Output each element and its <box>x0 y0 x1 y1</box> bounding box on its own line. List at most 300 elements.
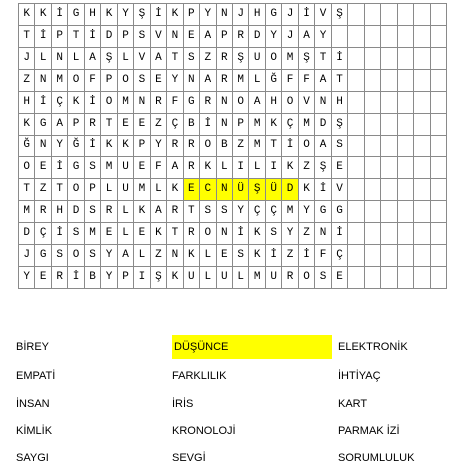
grid-cell[interactable] <box>414 70 430 92</box>
grid-cell[interactable]: N <box>167 26 183 48</box>
grid-cell[interactable] <box>431 179 447 201</box>
grid-cell[interactable]: V <box>134 48 150 70</box>
grid-cell[interactable] <box>365 114 381 136</box>
grid-cell[interactable]: Z <box>299 157 315 179</box>
grid-cell[interactable]: Y <box>266 26 282 48</box>
grid-cell[interactable]: A <box>167 157 183 179</box>
grid-cell[interactable]: U <box>249 48 265 70</box>
grid-cell[interactable]: K <box>101 136 117 158</box>
grid-cell[interactable]: T <box>19 26 35 48</box>
grid-cell[interactable]: O <box>68 245 84 267</box>
grid-cell[interactable]: Ğ <box>19 136 35 158</box>
grid-cell[interactable]: P <box>217 26 233 48</box>
word-elektronik[interactable]: ELEKTRONİK <box>338 341 408 353</box>
grid-cell[interactable]: Y <box>101 267 117 289</box>
grid-cell[interactable]: E <box>35 267 51 289</box>
grid-cell[interactable]: N <box>35 136 51 158</box>
grid-cell[interactable] <box>381 4 397 26</box>
grid-cell[interactable]: K <box>167 267 183 289</box>
grid-cell[interactable] <box>398 245 414 267</box>
grid-cell[interactable]: Z <box>151 114 167 136</box>
word-farklilik[interactable]: FARKLILIK <box>172 370 227 382</box>
grid-cell[interactable] <box>414 26 430 48</box>
grid-cell[interactable] <box>365 223 381 245</box>
grid-cell[interactable]: K <box>19 114 35 136</box>
grid-cell[interactable] <box>414 223 430 245</box>
grid-cell[interactable]: R <box>233 26 249 48</box>
grid-cell[interactable]: O <box>200 223 216 245</box>
grid-cell[interactable]: O <box>299 136 315 158</box>
word-birey[interactable]: BİREY <box>16 341 50 353</box>
grid-cell[interactable]: D <box>19 223 35 245</box>
grid-cell[interactable]: Ş <box>332 4 348 26</box>
grid-cell[interactable]: Ç <box>266 201 282 223</box>
grid-cell[interactable]: T <box>167 48 183 70</box>
grid-cell[interactable]: İ <box>52 157 68 179</box>
grid-cell[interactable]: Y <box>315 26 331 48</box>
grid-cell[interactable]: E <box>217 245 233 267</box>
grid-cell[interactable]: N <box>35 70 51 92</box>
grid-cell[interactable]: L <box>233 267 249 289</box>
grid-cell[interactable] <box>414 92 430 114</box>
grid-cell[interactable]: G <box>332 201 348 223</box>
grid-cell[interactable]: Ç <box>52 92 68 114</box>
grid-cell[interactable] <box>398 114 414 136</box>
grid-cell[interactable]: G <box>35 245 51 267</box>
grid-cell[interactable] <box>431 223 447 245</box>
grid-cell[interactable] <box>348 70 364 92</box>
grid-cell[interactable]: A <box>52 114 68 136</box>
grid-cell[interactable]: N <box>315 92 331 114</box>
grid-cell[interactable]: F <box>151 157 167 179</box>
grid-cell[interactable]: Ü <box>266 179 282 201</box>
grid-cell[interactable] <box>381 201 397 223</box>
grid-cell[interactable]: R <box>184 157 200 179</box>
grid-cell[interactable]: Y <box>200 4 216 26</box>
grid-cell[interactable]: Ş <box>249 179 265 201</box>
grid-cell[interactable]: R <box>167 201 183 223</box>
grid-cell[interactable]: İ <box>266 245 282 267</box>
grid-cell[interactable]: P <box>184 4 200 26</box>
grid-cell[interactable]: G <box>184 92 200 114</box>
grid-cell[interactable]: F <box>315 245 331 267</box>
grid-cell[interactable]: S <box>52 245 68 267</box>
grid-cell[interactable]: H <box>249 4 265 26</box>
grid-cell[interactable]: N <box>217 114 233 136</box>
grid-cell[interactable]: Z <box>233 136 249 158</box>
grid-cell[interactable]: E <box>134 157 150 179</box>
grid-cell[interactable]: M <box>249 136 265 158</box>
grid-cell[interactable]: L <box>118 48 134 70</box>
grid-cell[interactable]: R <box>151 92 167 114</box>
grid-cell[interactable]: S <box>266 223 282 245</box>
grid-cell[interactable]: N <box>217 179 233 201</box>
grid-cell[interactable]: K <box>101 4 117 26</box>
grid-cell[interactable]: İ <box>332 48 348 70</box>
grid-cell[interactable]: R <box>35 201 51 223</box>
grid-cell[interactable]: Ş <box>315 157 331 179</box>
grid-cell[interactable]: D <box>68 201 84 223</box>
grid-cell[interactable]: L <box>35 48 51 70</box>
grid-cell[interactable]: K <box>249 223 265 245</box>
grid-cell[interactable]: İ <box>315 179 331 201</box>
grid-cell[interactable]: A <box>118 245 134 267</box>
grid-cell[interactable]: Ğ <box>68 136 84 158</box>
grid-cell[interactable]: Ş <box>151 267 167 289</box>
grid-cell[interactable]: N <box>217 223 233 245</box>
grid-cell[interactable] <box>365 157 381 179</box>
grid-cell[interactable]: N <box>184 70 200 92</box>
grid-cell[interactable]: İ <box>52 4 68 26</box>
word-insan[interactable]: İNSAN <box>16 398 50 410</box>
grid-cell[interactable]: T <box>184 201 200 223</box>
grid-cell[interactable]: Y <box>167 70 183 92</box>
grid-cell[interactable]: L <box>151 179 167 201</box>
grid-cell[interactable]: O <box>299 267 315 289</box>
grid-cell[interactable]: Z <box>200 48 216 70</box>
grid-cell[interactable]: İ <box>35 26 51 48</box>
grid-cell[interactable] <box>414 4 430 26</box>
grid-cell[interactable]: I <box>233 157 249 179</box>
word-sevgi[interactable]: SEVGİ <box>172 452 206 464</box>
grid-cell[interactable] <box>381 26 397 48</box>
grid-cell[interactable]: Z <box>282 245 298 267</box>
grid-cell[interactable]: U <box>217 267 233 289</box>
grid-cell[interactable]: H <box>19 92 35 114</box>
grid-cell[interactable]: J <box>282 4 298 26</box>
grid-cell[interactable]: İ <box>299 245 315 267</box>
grid-cell[interactable]: O <box>68 70 84 92</box>
grid-cell[interactable]: T <box>315 48 331 70</box>
grid-cell[interactable]: S <box>68 223 84 245</box>
grid-cell[interactable] <box>348 179 364 201</box>
grid-cell[interactable] <box>365 70 381 92</box>
grid-cell[interactable]: L <box>68 48 84 70</box>
grid-cell[interactable]: Z <box>299 223 315 245</box>
grid-cell[interactable]: N <box>315 223 331 245</box>
grid-cell[interactable] <box>348 4 364 26</box>
grid-cell[interactable]: İ <box>233 223 249 245</box>
grid-cell[interactable]: M <box>282 201 298 223</box>
grid-cell[interactable]: P <box>134 136 150 158</box>
grid-cell[interactable] <box>398 223 414 245</box>
grid-cell[interactable] <box>348 267 364 289</box>
grid-cell[interactable] <box>398 70 414 92</box>
grid-cell[interactable] <box>381 48 397 70</box>
grid-cell[interactable] <box>431 26 447 48</box>
grid-cell[interactable]: G <box>266 4 282 26</box>
grid-cell[interactable] <box>398 136 414 158</box>
grid-cell[interactable]: E <box>134 114 150 136</box>
grid-cell[interactable]: T <box>332 70 348 92</box>
grid-cell[interactable]: N <box>217 92 233 114</box>
grid-cell[interactable]: M <box>118 92 134 114</box>
grid-cell[interactable]: A <box>315 136 331 158</box>
grid-cell[interactable]: L <box>200 245 216 267</box>
grid-cell[interactable] <box>398 26 414 48</box>
grid-cell[interactable]: R <box>167 136 183 158</box>
grid-cell[interactable]: T <box>68 26 84 48</box>
grid-cell[interactable]: K <box>118 136 134 158</box>
grid-cell[interactable]: L <box>118 201 134 223</box>
grid-cell[interactable]: S <box>85 157 101 179</box>
grid-cell[interactable]: N <box>134 92 150 114</box>
grid-cell[interactable]: L <box>249 70 265 92</box>
grid-cell[interactable] <box>365 26 381 48</box>
grid-cell[interactable]: E <box>184 179 200 201</box>
grid-cell[interactable]: S <box>85 201 101 223</box>
grid-cell[interactable]: S <box>134 26 150 48</box>
grid-cell[interactable]: Ç <box>282 114 298 136</box>
grid-cell[interactable]: Y <box>233 201 249 223</box>
grid-cell[interactable]: K <box>184 245 200 267</box>
grid-cell[interactable] <box>348 26 364 48</box>
grid-cell[interactable]: O <box>282 92 298 114</box>
grid-cell[interactable]: F <box>167 92 183 114</box>
grid-cell[interactable]: D <box>315 114 331 136</box>
grid-cell[interactable]: S <box>315 267 331 289</box>
grid-cell[interactable]: P <box>85 179 101 201</box>
grid-cell[interactable] <box>431 201 447 223</box>
grid-cell[interactable]: K <box>167 4 183 26</box>
grid-cell[interactable]: H <box>266 92 282 114</box>
grid-cell[interactable] <box>431 4 447 26</box>
grid-cell[interactable]: I <box>266 157 282 179</box>
grid-cell[interactable]: U <box>118 179 134 201</box>
grid-cell[interactable]: Y <box>299 201 315 223</box>
grid-cell[interactable] <box>348 157 364 179</box>
grid-cell[interactable] <box>381 157 397 179</box>
grid-cell[interactable]: Y <box>52 136 68 158</box>
grid-cell[interactable] <box>398 4 414 26</box>
grid-cell[interactable] <box>414 267 430 289</box>
grid-cell[interactable] <box>431 136 447 158</box>
grid-cell[interactable]: M <box>299 114 315 136</box>
grid-cell[interactable]: R <box>200 92 216 114</box>
grid-cell[interactable] <box>348 92 364 114</box>
grid-cell[interactable] <box>381 136 397 158</box>
grid-cell[interactable]: Z <box>19 70 35 92</box>
grid-cell[interactable]: G <box>315 201 331 223</box>
grid-cell[interactable]: M <box>101 157 117 179</box>
grid-cell[interactable] <box>348 136 364 158</box>
grid-cell[interactable]: A <box>200 70 216 92</box>
grid-cell[interactable]: F <box>282 70 298 92</box>
grid-cell[interactable]: F <box>85 70 101 92</box>
grid-cell[interactable]: A <box>151 201 167 223</box>
grid-cell[interactable]: Y <box>101 245 117 267</box>
grid-cell[interactable] <box>398 201 414 223</box>
word-parmak-izi[interactable]: PARMAK İZİ <box>338 425 400 437</box>
grid-cell[interactable]: Y <box>19 267 35 289</box>
grid-cell[interactable]: P <box>52 26 68 48</box>
grid-cell[interactable]: K <box>134 201 150 223</box>
grid-cell[interactable] <box>365 267 381 289</box>
grid-cell[interactable] <box>381 245 397 267</box>
grid-cell[interactable]: K <box>200 157 216 179</box>
grid-cell[interactable]: K <box>282 157 298 179</box>
grid-cell[interactable]: O <box>200 136 216 158</box>
grid-cell[interactable] <box>398 48 414 70</box>
grid-cell[interactable] <box>414 245 430 267</box>
grid-cell[interactable] <box>365 92 381 114</box>
grid-cell[interactable] <box>381 70 397 92</box>
grid-cell[interactable]: H <box>332 92 348 114</box>
grid-cell[interactable]: U <box>266 267 282 289</box>
grid-cell[interactable] <box>398 92 414 114</box>
grid-cell[interactable] <box>431 70 447 92</box>
grid-cell[interactable]: S <box>233 245 249 267</box>
grid-cell[interactable]: K <box>299 179 315 201</box>
grid-cell[interactable]: B <box>85 267 101 289</box>
grid-cell[interactable]: L <box>249 157 265 179</box>
grid-cell[interactable]: İ <box>85 136 101 158</box>
grid-cell[interactable]: G <box>35 114 51 136</box>
grid-cell[interactable]: P <box>101 70 117 92</box>
word-iris[interactable]: İRİS <box>172 398 194 410</box>
grid-cell[interactable]: S <box>85 245 101 267</box>
grid-cell[interactable]: L <box>134 245 150 267</box>
grid-cell[interactable] <box>414 179 430 201</box>
grid-cell[interactable]: Y <box>118 4 134 26</box>
grid-cell[interactable]: T <box>101 114 117 136</box>
grid-cell[interactable]: E <box>332 157 348 179</box>
grid-cell[interactable] <box>414 201 430 223</box>
grid-cell[interactable]: E <box>184 26 200 48</box>
grid-cell[interactable] <box>398 157 414 179</box>
grid-cell[interactable]: L <box>217 157 233 179</box>
grid-cell[interactable]: S <box>332 136 348 158</box>
grid-cell[interactable]: Y <box>282 223 298 245</box>
grid-cell[interactable]: Ç <box>332 245 348 267</box>
grid-cell[interactable]: P <box>118 26 134 48</box>
grid-cell[interactable]: N <box>217 4 233 26</box>
grid-cell[interactable]: T <box>19 179 35 201</box>
grid-cell[interactable]: V <box>315 4 331 26</box>
grid-cell[interactable]: O <box>68 179 84 201</box>
grid-cell[interactable] <box>398 179 414 201</box>
grid-cell[interactable]: T <box>52 179 68 201</box>
grid-cell[interactable]: R <box>52 267 68 289</box>
grid-cell[interactable]: R <box>217 70 233 92</box>
grid-cell[interactable]: L <box>101 179 117 201</box>
grid-cell[interactable]: U <box>118 157 134 179</box>
grid-cell[interactable]: L <box>118 223 134 245</box>
grid-cell[interactable] <box>348 223 364 245</box>
grid-cell[interactable]: J <box>19 245 35 267</box>
grid-cell[interactable]: M <box>233 70 249 92</box>
grid-cell[interactable] <box>414 48 430 70</box>
grid-cell[interactable]: H <box>85 4 101 26</box>
grid-cell[interactable]: K <box>151 223 167 245</box>
word-dusunce[interactable]: DÜŞÜNCE <box>172 335 332 359</box>
grid-cell[interactable]: S <box>184 48 200 70</box>
grid-cell[interactable] <box>332 26 348 48</box>
grid-cell[interactable]: İ <box>151 4 167 26</box>
grid-cell[interactable]: I <box>134 267 150 289</box>
grid-cell[interactable]: O <box>233 92 249 114</box>
grid-cell[interactable]: M <box>249 114 265 136</box>
grid-cell[interactable]: O <box>266 48 282 70</box>
grid-cell[interactable]: İ <box>52 223 68 245</box>
grid-cell[interactable]: U <box>184 267 200 289</box>
grid-cell[interactable]: Ç <box>35 223 51 245</box>
grid-cell[interactable] <box>431 157 447 179</box>
grid-cell[interactable]: Ü <box>233 179 249 201</box>
grid-cell[interactable]: İ <box>332 223 348 245</box>
grid-cell[interactable]: O <box>19 157 35 179</box>
grid-cell[interactable]: V <box>332 179 348 201</box>
grid-cell[interactable]: O <box>101 92 117 114</box>
grid-cell[interactable]: K <box>249 245 265 267</box>
grid-cell[interactable] <box>381 179 397 201</box>
grid-cell[interactable]: İ <box>299 4 315 26</box>
word-kimlik[interactable]: KİMLİK <box>16 425 53 437</box>
grid-cell[interactable]: Ş <box>332 114 348 136</box>
grid-cell[interactable]: S <box>200 201 216 223</box>
grid-cell[interactable]: V <box>299 92 315 114</box>
grid-cell[interactable]: A <box>200 26 216 48</box>
grid-cell[interactable]: Ğ <box>266 70 282 92</box>
grid-cell[interactable]: J <box>233 4 249 26</box>
grid-cell[interactable]: Y <box>151 136 167 158</box>
grid-cell[interactable]: Ş <box>233 48 249 70</box>
grid-cell[interactable]: F <box>299 70 315 92</box>
grid-cell[interactable]: D <box>101 26 117 48</box>
grid-cell[interactable] <box>348 245 364 267</box>
grid-cell[interactable]: V <box>151 26 167 48</box>
grid-cell[interactable]: İ <box>85 26 101 48</box>
grid-cell[interactable]: K <box>19 4 35 26</box>
grid-cell[interactable] <box>365 136 381 158</box>
grid-cell[interactable]: E <box>134 223 150 245</box>
grid-cell[interactable] <box>381 92 397 114</box>
grid-cell[interactable]: M <box>19 201 35 223</box>
grid-cell[interactable]: B <box>217 136 233 158</box>
grid-cell[interactable]: M <box>249 267 265 289</box>
grid-cell[interactable]: K <box>68 92 84 114</box>
grid-cell[interactable]: R <box>184 136 200 158</box>
grid-cell[interactable]: A <box>299 26 315 48</box>
grid-cell[interactable] <box>431 48 447 70</box>
grid-cell[interactable]: G <box>68 157 84 179</box>
grid-cell[interactable] <box>365 245 381 267</box>
word-ihtiyac[interactable]: İHTİYAÇ <box>338 370 381 382</box>
grid-cell[interactable]: E <box>35 157 51 179</box>
grid-cell[interactable]: Ş <box>299 48 315 70</box>
grid-cell[interactable]: E <box>151 70 167 92</box>
grid-cell[interactable]: A <box>151 48 167 70</box>
grid-cell[interactable]: S <box>134 70 150 92</box>
grid-cell[interactable] <box>414 136 430 158</box>
grid-cell[interactable] <box>398 267 414 289</box>
grid-cell[interactable]: E <box>101 223 117 245</box>
grid-cell[interactable] <box>414 114 430 136</box>
grid-cell[interactable]: T <box>266 136 282 158</box>
grid-cell[interactable]: S <box>217 201 233 223</box>
grid-cell[interactable]: B <box>184 114 200 136</box>
grid-cell[interactable]: R <box>184 223 200 245</box>
grid-cell[interactable] <box>431 114 447 136</box>
grid-cell[interactable]: T <box>167 223 183 245</box>
grid-cell[interactable] <box>365 201 381 223</box>
grid-cell[interactable]: N <box>167 245 183 267</box>
grid-cell[interactable]: P <box>68 114 84 136</box>
grid-cell[interactable] <box>348 114 364 136</box>
grid-cell[interactable] <box>365 179 381 201</box>
grid-cell[interactable]: K <box>167 179 183 201</box>
grid-cell[interactable] <box>431 245 447 267</box>
